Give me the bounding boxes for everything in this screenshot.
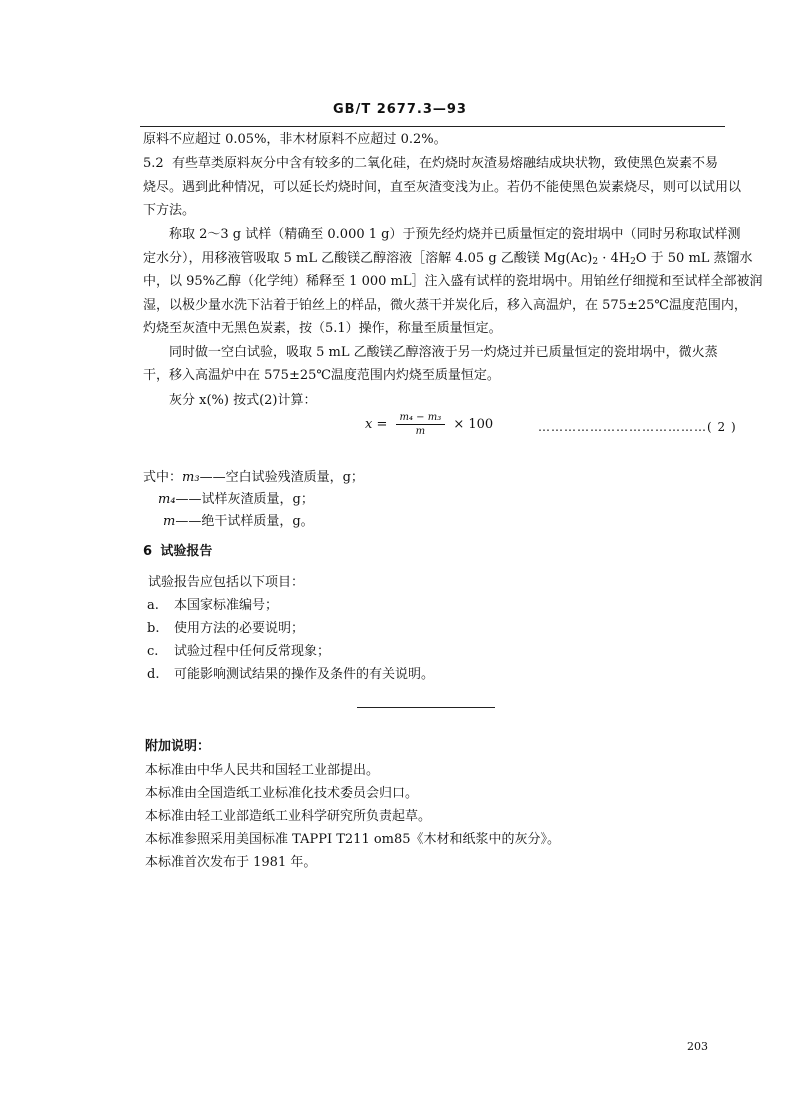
- list-item: [147, 594, 278, 618]
- formula-denominator: m: [415, 426, 426, 437]
- note-line: 本标准由全国造纸工业标准化技术委员会归口。: [145, 786, 419, 801]
- list-item-label: d.: [147, 667, 160, 682]
- para-2-line-2a: 定水分），用移液管吸取 5 mL 乙酸镁乙醇溶液［溶解 4.05 g 乙酸镁 Mg(Ac): [143, 251, 593, 266]
- symbol-m4: m₄: [158, 492, 176, 507]
- list-item-label: a.: [147, 598, 159, 613]
- para-3-line-1: 同时做一空白试验，吸取 5 mL 乙酸镁乙醇溶液于另一灼烧过并已质量恒定的瓷坩埚中，微火蒸: [169, 345, 718, 360]
- formula-dots: …………………………………: [538, 420, 707, 434]
- where-line-2: [158, 488, 314, 512]
- para-2-line-1: 称取 2～3 g 试样（精确至 0.000 1 g）于预先经灼烧并已质量恒定的瓷坩埚中（同时另称取试样测: [169, 227, 741, 242]
- note-line: 本标准参照采用美国标准 TAPPI T211 om85《木材和纸浆中的灰分》。: [145, 832, 561, 847]
- list-item-text: 使用方法的必要说明；: [174, 621, 305, 636]
- m4-description: ——试样灰渣质量，g；: [175, 492, 314, 507]
- para-3-line-2: 干，移入高温炉中在 575±25℃温度范围内灼烧至质量恒定。: [143, 368, 500, 383]
- para-2-line-3: 中，以 95%乙醇（化学纯）稀释至 1 000 mL］注入盛有试样的瓷坩埚中。用铂丝仔细搅和至试样全部被润: [143, 274, 763, 289]
- subscript: 2: [592, 257, 599, 267]
- section-5-2-line-3: 下方法。: [143, 203, 196, 218]
- subscript: 2: [630, 257, 636, 267]
- list-item-text: 本国家标准编号；: [174, 598, 279, 613]
- note-line: 本标准首次发布于 1981 年。: [145, 855, 317, 870]
- note-line: 本标准由中华人民共和国轻工业部提出。: [145, 763, 380, 778]
- section-6-number: 6: [143, 544, 153, 559]
- document-header: GB/T 2677.3—93: [333, 102, 467, 117]
- section-5-2-line-1: [143, 152, 718, 176]
- para-2-line-5: 灼烧至灰渣中无黑色炭素，按（5.1）操作，称量至质量恒定。: [143, 321, 502, 336]
- section-6-heading: [143, 540, 212, 564]
- where-line-1: [143, 466, 364, 490]
- equation-number: ( 2 ): [707, 420, 737, 434]
- section-5-2-text-1: 有些草类原料灰分中含有较多的二氧化硅，在灼烧时灰渣易熔融结成块状物，致使黑色炭素不易: [171, 156, 718, 171]
- where-intro: 式中：: [143, 470, 183, 485]
- formula-numerator: m₄ − m₃: [396, 412, 446, 425]
- calculation-intro: 灰分 x(%) 按式(2)计算：: [169, 393, 317, 408]
- list-item-label: b.: [147, 621, 160, 636]
- para-2-line-4: 湿，以极少量水洗下沾着于铂丝上的样品，微火蒸干并炭化后，移入高温炉，在 575±25℃温度范围内，: [143, 298, 747, 313]
- list-item: [147, 663, 434, 687]
- where-line-3: [163, 510, 314, 534]
- header-rule: [140, 126, 725, 127]
- list-item-text: 试验过程中任何反常现象；: [174, 644, 331, 659]
- ash-formula: [365, 412, 493, 437]
- para-2-line-2c: O 于 50 mL 蒸馏水: [635, 251, 753, 266]
- note-line: 本标准由轻工业部造纸工业科学研究所负责起草。: [145, 809, 432, 824]
- list-item-text: 可能影响测试结果的操作及条件的有关说明。: [174, 667, 435, 682]
- formula-fraction: [396, 412, 446, 437]
- list-item: [147, 640, 330, 664]
- list-item-label: c.: [147, 644, 159, 659]
- section-5-2-number: 5.2: [143, 156, 164, 171]
- continuation-line: 原料不应超过 0.05%，非木材原料不应超过 0.2%。: [143, 132, 447, 147]
- section-divider: [357, 707, 495, 708]
- page-number: 203: [687, 1040, 708, 1053]
- symbol-m3: m₃: [182, 470, 200, 485]
- formula-lhs: x =: [365, 417, 388, 432]
- para-2-line-2b: · 4H: [598, 251, 631, 266]
- list-item: [147, 617, 304, 641]
- section-5-2-line-2: 烧尽。遇到此种情况，可以延长灼烧时间，直至灰渣变浅为止。若仍不能使黑色炭素烧尽，则可以试用以: [143, 180, 742, 195]
- m-description: ——绝干试样质量，g。: [175, 514, 314, 529]
- section-6-intro: 试验报告应包括以下项目：: [148, 575, 305, 590]
- m3-description: ——空白试验残渣质量，g；: [199, 470, 364, 485]
- symbol-m: m: [163, 514, 176, 529]
- formula-leader: [538, 420, 737, 434]
- formula-factor: × 100: [453, 417, 494, 432]
- section-6-title: 试验报告: [160, 544, 213, 559]
- notes-title: 附加说明：: [145, 739, 211, 754]
